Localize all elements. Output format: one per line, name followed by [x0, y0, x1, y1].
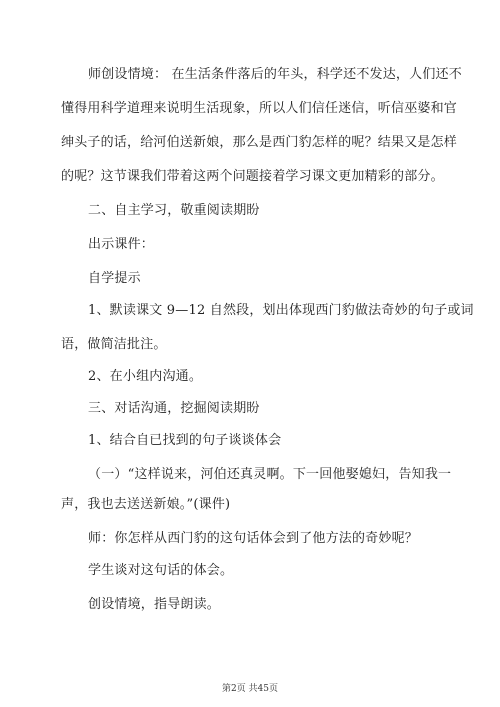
page-number: 第2页 共45页: [221, 684, 279, 694]
section-heading: 三、对话沟通，挖掘阅读期盼: [88, 401, 260, 416]
paragraph-line: 1、结合自已找到的句子谈谈体会: [88, 433, 282, 448]
paragraph-line: 自学提示: [88, 271, 141, 286]
paragraph-line: 师：你怎样从西门豹的这句话体会到了他方法的奇妙呢？: [88, 531, 419, 546]
paragraph-line: 懂得用科学道理来说明生活现象，所以人们信任迷信，听信巫婆和官: [61, 101, 458, 116]
paragraph-line: 语，做简洁批注。: [61, 337, 167, 352]
paragraph-line: 声，我也去送送新娘。”(课件): [61, 497, 231, 512]
paragraph-line: 出示课件：: [88, 237, 155, 252]
paragraph-line: 的呢？这节课我们带着这两个问题接着学习课文更加精彩的部分。: [61, 169, 444, 184]
paragraph-line: 学生谈对这句话的体会。: [88, 563, 234, 578]
section-heading: 二、自主学习，敬重阅读期盼: [88, 203, 260, 218]
paragraph-line: 1、默读课文 9—12 自然段，划出体现西门豹做法奇妙的句子或词: [88, 303, 474, 318]
paragraph-line: 师创设情境： 在生活条件落后的年头，科学还不发达，人们还不: [88, 67, 462, 82]
paragraph-line: 绅头子的话，给河伯送新娘，那么是西门豹怎样的呢？结果又是怎样: [61, 135, 458, 150]
paragraph-line: 创设情境，指导朗读。: [88, 597, 221, 612]
paragraph-line: 2、在小组内沟通。: [88, 369, 203, 384]
paragraph-line: （一）“这样说来，河伯还真灵啊。下一回他娶媳妇，告知我一: [88, 467, 452, 482]
